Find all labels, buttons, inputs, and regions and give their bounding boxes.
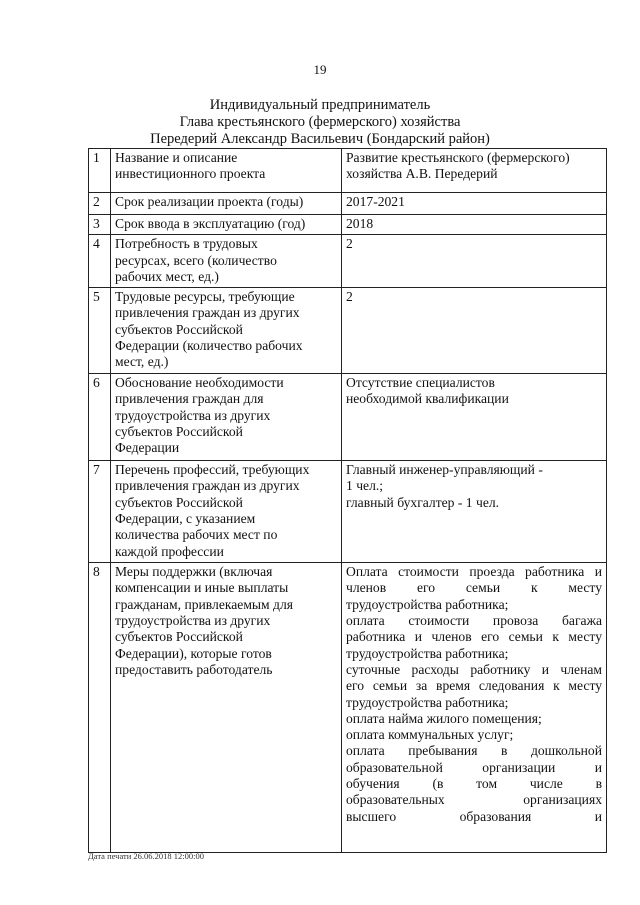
row-label-line: Потребность в трудовых [115, 236, 258, 252]
row-value [342, 374, 607, 461]
row-label-line: Федерации), которые готов [115, 645, 272, 661]
document-header [0, 97, 640, 148]
row-value [342, 215, 607, 235]
row-number: 1 [89, 149, 111, 193]
row-label [111, 193, 342, 215]
row-label-line: привлечения граждан из других [115, 478, 300, 494]
project-table-body [89, 149, 607, 853]
row-value-line: образовательной организации и [346, 759, 602, 775]
row-value-line: членов его семьи к месту [346, 580, 602, 596]
row-label-line: Федерации [115, 440, 180, 456]
row-value [342, 193, 607, 215]
row-label-line: субъектов Российской [115, 629, 243, 645]
row-value-line: оплата найма жилого помещения; [346, 710, 542, 726]
row-value-line: высшего образования и [346, 808, 602, 824]
row-value-line: суточные расходы работнику и членам [346, 661, 602, 677]
row-value [342, 563, 607, 853]
row-value-line: оплата стоимости провоза багажа [346, 613, 602, 629]
row-value [342, 149, 607, 193]
row-label-line: Срок реализации проекта (годы) [115, 194, 304, 209]
row-label-line: количества рабочих мест по [115, 527, 278, 543]
row-number: 5 [89, 288, 111, 374]
row-value-line: образовательных организациях [346, 792, 602, 808]
row-label-line: мест, ед.) [115, 354, 169, 370]
row-value-line: оплата пребывания в дошкольной [346, 743, 602, 759]
row-value-line: 2 [346, 289, 353, 305]
row-label-line: Перечень профессий, требующих [115, 462, 310, 478]
row-label-line: рабочих мест, ед.) [115, 268, 219, 284]
row-label-line: трудоустройства из других [115, 613, 271, 629]
row-label-line: трудоустройства из других [115, 407, 271, 423]
table-row [89, 149, 607, 193]
table-row [89, 374, 607, 461]
row-value-line: обучения (в том числе в [346, 776, 602, 792]
row-label [111, 235, 342, 288]
row-value-line: 1 чел.; [346, 478, 384, 494]
row-label-line: инвестиционного проекта [115, 166, 266, 182]
row-value [342, 288, 607, 374]
row-number: 7 [89, 461, 111, 563]
row-label-line: субъектов Российской [115, 424, 243, 440]
table-row [89, 193, 607, 215]
row-value-line: хозяйства А.В. Передерий [346, 166, 498, 182]
row-label-line: Название и описание [115, 150, 238, 165]
row-label-line: Трудовые ресурсы, требующие [115, 289, 295, 305]
row-value-line: 2 [346, 236, 353, 252]
table-row [89, 235, 607, 288]
row-value-line: его семьи за время следования к месту [346, 678, 602, 694]
row-label [111, 563, 342, 853]
row-number: 3 [89, 215, 111, 235]
row-value-line: необходимой квалификации [346, 391, 509, 407]
row-label-line: предоставить работодатель [115, 661, 273, 677]
page-number: 19 [313, 62, 327, 77]
row-number: 2 [89, 193, 111, 215]
row-label-line: субъектов Российской [115, 321, 243, 337]
row-value-line: трудоустройства работника; [346, 596, 509, 612]
row-value-line: работника и членов его семьи к месту [346, 629, 602, 645]
row-number: 8 [89, 563, 111, 853]
row-label [111, 374, 342, 461]
row-value [342, 235, 607, 288]
project-table [88, 148, 607, 853]
row-label-line: Обоснование необходимости [115, 375, 284, 391]
row-label [111, 215, 342, 235]
row-value-line: трудоустройства работника; [346, 694, 509, 710]
row-value-line: оплата коммунальных услуг; [346, 727, 514, 743]
table-row [89, 461, 607, 563]
table-row [89, 288, 607, 374]
row-label [111, 149, 342, 193]
row-label-line: субъектов Российской [115, 494, 243, 510]
row-label-line: Федерации, с указанием [115, 511, 256, 527]
row-label-line: каждой профессии [115, 543, 224, 559]
header-line-1: Индивидуальный предприниматель [209, 97, 431, 113]
row-value-line: 2017-2021 [346, 194, 405, 209]
header-line-3: Передерий Александр Васильевич (Бондарский район) [150, 131, 490, 147]
row-value-line: главный бухгалтер - 1 чел. [346, 494, 500, 510]
row-label-line: гражданам, привлекаемым для [115, 596, 294, 612]
row-value-line: трудоустройства работника; [346, 645, 509, 661]
row-number: 6 [89, 374, 111, 461]
row-value-line: Главный инженер-управляющий - [346, 462, 543, 478]
row-value [342, 461, 607, 563]
table-row [89, 563, 607, 853]
row-label-line: ресурсах, всего (количество [115, 252, 277, 268]
row-label-line: Федерации (количество рабочих [115, 338, 303, 354]
row-label [111, 288, 342, 374]
row-label-line: Срок ввода в эксплуатацию (год) [115, 216, 306, 231]
row-value-line: Развитие крестьянского (фермерского) [346, 150, 570, 165]
row-label-line: привлечения граждан из других [115, 305, 300, 321]
header-line-2: Глава крестьянского (фермерского) хозяйства [179, 114, 461, 130]
print-date-footer: Дата печати 26.06.2018 12:00:00 [88, 851, 204, 861]
row-label-line: компенсации и иные выплаты [115, 580, 289, 596]
row-label [111, 461, 342, 563]
row-value-line: 2018 [346, 216, 374, 231]
row-value-line: Отсутствие специалистов [346, 375, 495, 391]
row-label-line: Меры поддержки (включая [115, 564, 273, 580]
table-row [89, 215, 607, 235]
row-value-line: Оплата стоимости проезда работника и [346, 564, 602, 580]
row-label-line: привлечения граждан для [115, 391, 264, 407]
row-number: 4 [89, 235, 111, 288]
